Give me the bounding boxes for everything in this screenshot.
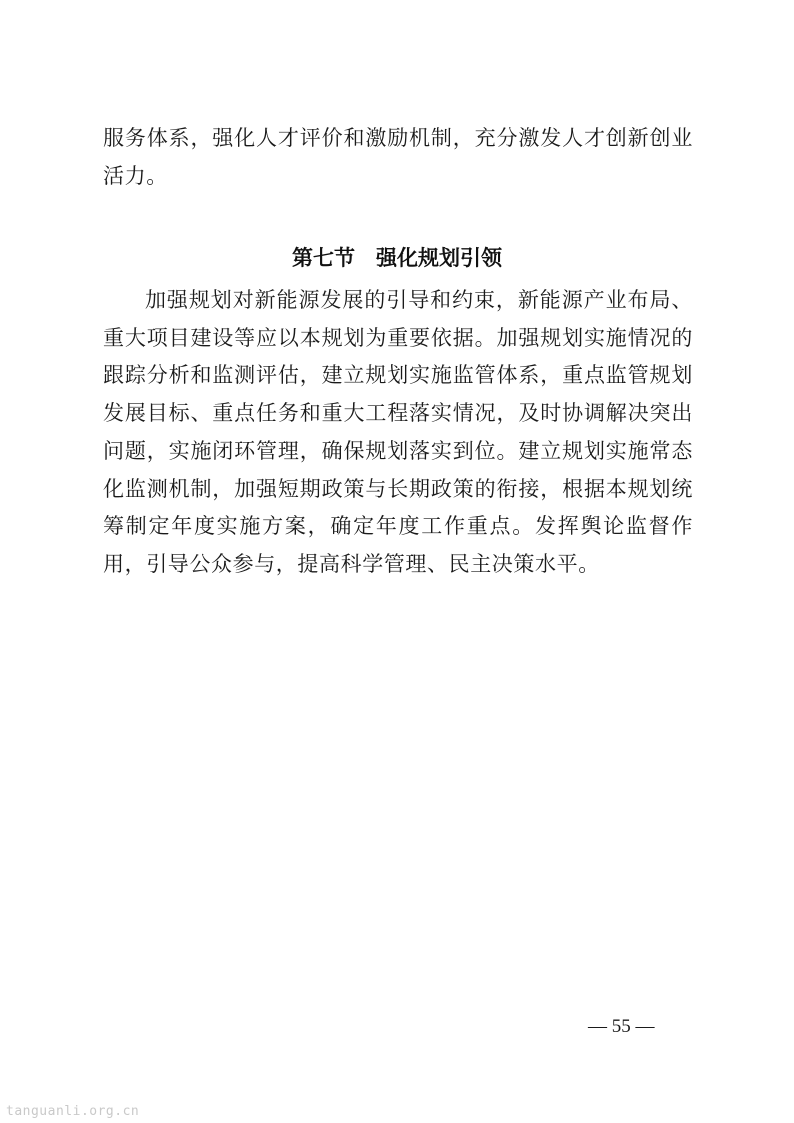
page-number: — 55 — (588, 1016, 655, 1037)
section-heading: 第七节 强化规划引领 (292, 246, 502, 270)
watermark-text: tanguanli.org.cn (6, 1104, 140, 1119)
paragraph-body: 加强规划对新能源发展的引导和约束，新能源产业布局、重大项目建设等应以本规划为重要依据。加强规划实施情况的跟踪分析和监测评估，建立规划实施监管体系，重点监管规划发展目标、重点任务和重大工程落实情况，及时协调解决突出问题，实施闭环管理，确保规划落实到位。建立规划实施常态化监测机制，加强短期政策与长期政策的衔接，根据本规划统筹制定年度实施方案，确定年度工作重点。发挥舆论监督作用，引导公众参与，提高科学管理、民主决策水平。 (103, 288, 693, 576)
paragraph-continued: 服务体系，强化人才评价和激励机制，充分激发人才创新创业活力。 (103, 126, 693, 188)
